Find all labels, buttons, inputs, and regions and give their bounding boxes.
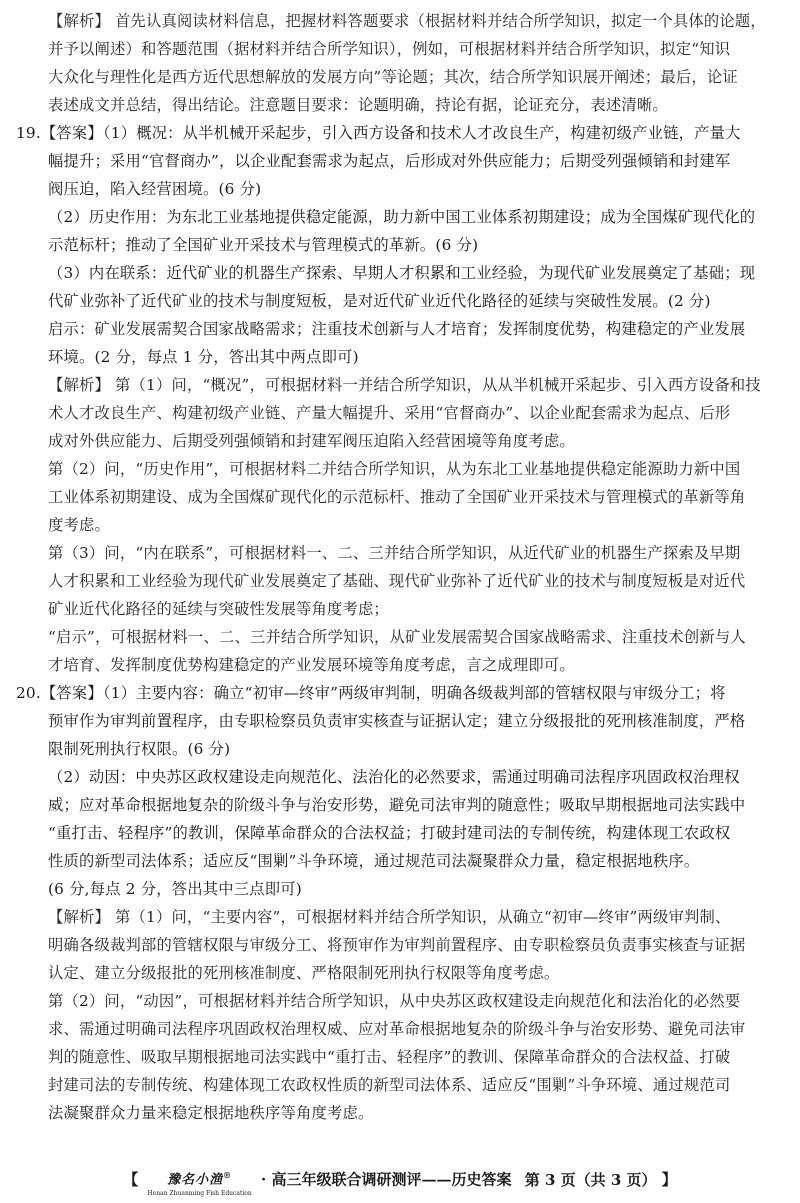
analysis-text-line: 【解析】 第（1）问，“主要内容”，可根据材料并结合所学知识，从确立“初审—终审”两级审判制、 — [48, 908, 731, 926]
registered-mark: ® — [223, 1170, 233, 1180]
answer-text-line: 环境。(2 分，每点 1 分，答出其中两点即可) — [48, 348, 359, 366]
footer-page-info: 第 3 页（共 3 页） — [524, 1170, 657, 1189]
answer-text-line: 限制死刑执行权限。(6 分) — [48, 740, 231, 758]
analysis-text-line: 度考虑。 — [48, 516, 110, 534]
answer-text-line: 性质的新型司法体系；适应反“围剿”斗争环境，通过规范司法凝聚群众力量，稳定根据地秩序。 — [48, 852, 700, 870]
answer-text-line: （2）动因：中央苏区政权建设走向规范化、法治化的必然要求，需通过明确司法程序巩固政权治理权 — [48, 768, 740, 786]
footer-separator: · — [261, 1170, 267, 1189]
analysis-text-line: 第（2）问，“动因”，可根据材料并结合所学知识，从中央苏区政权建设走向规范化和法治化的必然要 — [48, 992, 741, 1010]
analysis-text-line: 封建司法的专制传统、构建体现工农政权性质的新型司法体系、适应反“围剿”斗争环境、通过规范司 — [48, 1076, 731, 1094]
answer-text-line: 代矿业弥补了近代矿业的技术与制度短板，是对近代矿业近代化路径的延续与突破性发展。(2 分) — [48, 292, 711, 310]
answer-text-line: 启示：矿业发展需契合国家战略需求；注重技术创新与人才培育；发挥制度优势，构建稳定的产业发展 — [48, 320, 746, 338]
answer-text-line: 预审作为审判前置程序，由专职检察员负责审实核查与证据认定；建立分级报批的死刑核准制度，严格 — [48, 712, 746, 730]
analysis-text-line: 成对外供应能力、后期受列强倾销和封建军阀压迫陷入经营困境等角度考虑。 — [48, 432, 575, 450]
analysis-text-line: 判的随意性、吸取早期根据地司法实践中“重打击、轻程序”的教训、保障革命群众的合法权益、打破 — [48, 1048, 731, 1066]
analysis-text-line: 才培育、发挥制度优势构建稳定的产业发展环境等角度考虑，言之成理即可。 — [48, 656, 575, 674]
analysis-text-line: “启示”，可根据材料一、二、三并结合所学知识，从矿业发展需契合国家战略需求、注重技术创新与人 — [48, 628, 746, 646]
analysis-text-line: 并予以阐述）和答题范围（据材料并结合所学知识），例如，可根据材料并结合所学知识，拟定“知识 — [48, 40, 731, 58]
analysis-text-line: 第（3）问，“内在联系”，可根据材料一、二、三并结合所学知识，从近代矿业的机器生产探索及早期 — [48, 544, 741, 562]
answer-text-line: 示范标杆；推动了全国矿业开采技术与管理模式的革新。(6 分) — [48, 236, 479, 254]
page-footer — [0, 1164, 800, 1197]
footer-close-bracket: 】 — [661, 1170, 677, 1189]
answer-text-line: 幅提升；采用“官督商办”，以企业配套需求为起点，后形成对外供应能力；后期受列强倾销和封建军 — [48, 152, 731, 170]
analysis-text-line: 法凝聚群众力量来稳定根据地秩序等角度考虑。 — [48, 1104, 374, 1122]
brand-logo — [147, 1164, 251, 1197]
footer-open-bracket: 【 — [123, 1170, 139, 1189]
brand-logo-subtitle: Henan Zhuanming Fish Education — [147, 1190, 252, 1198]
analysis-text-line: 矿业近代化路径的延续与突破性发展等角度考虑； — [48, 600, 389, 618]
analysis-text-line: 明确各级裁判部的管辖权限与审级分工、将预审作为审判前置程序、由专职检察员负责事实核查与证据 — [48, 936, 746, 954]
answer-text-line: 威；应对革命根据地复杂的阶级斗争与治安形势，避免司法审判的随意性；吸取早期根据地司法实践中 — [48, 796, 746, 814]
analysis-text-line: 求、需通过明确司法程序巩固政权治理权威、应对革命根据地复杂的阶级斗争与治安形势、避免司法审 — [48, 1020, 746, 1038]
brand-logo-text: 豫名小渔 — [167, 1172, 224, 1188]
analysis-text-line: 认定、建立分级报批的死刑核准制度、严格限制死刑执行权限等角度考虑。 — [48, 964, 560, 982]
answer-text-line: “重打击、轻程序”的教训，保障革命群众的合法权益；打破封建司法的专制传统，构建体现工农政权 — [48, 824, 731, 842]
analysis-text-line: 【解析】 第（1）问，“概况”，可根据材料一并结合所学知识，从从半机械开采起步、引入西方设备和技 — [48, 376, 761, 394]
question-answer-line: 20.【答案】（1）主要内容：确立“初审—终审”两级审判制，明确各级裁判部的管辖权限与审级分工；将 — [16, 684, 726, 702]
analysis-text-line: 第（2）问，“历史作用”，可根据材料二并结合所学知识，从为东北工业基地提供稳定能源助力新中国 — [48, 460, 741, 478]
answer-text-line: （3）内在联系：近代矿业的机器生产探索、早期人才积累和工业经验，为现代矿业发展奠定了基础；现 — [48, 264, 756, 282]
answer-text-line: 阀压迫，陷入经营困境。(6 分) — [48, 180, 262, 198]
analysis-text-line: 人才积累和工业经验为现代矿业发展奠定了基础、现代矿业弥补了近代矿业的技术与制度短板是对近代 — [48, 572, 746, 590]
analysis-text-line: 表述成文并总结，得出结论。注意题目要求：论题明确，持论有据，论证充分，表述清晰。 — [48, 96, 668, 114]
footer-title: 高三年级联合调研测评——历史答案 — [271, 1170, 512, 1189]
answer-text-line: (6 分,每点 2 分，答出其中三点即可) — [48, 880, 302, 898]
answer-text-line: （2）历史作用：为东北工业基地提供稳定能源，助力新中国工业体系初期建设；成为全国煤矿现代化的 — [48, 208, 756, 226]
analysis-text-line: 【解析】 首先认真阅读材料信息，把握材料答题要求（根据材料并结合所学知识，拟定一个具体的论题， — [48, 12, 766, 30]
question-answer-line: 19.【答案】（1）概况：从半机械开采起步，引入西方设备和技术人才改良生产，构建初级产业链，产量大 — [16, 124, 741, 142]
analysis-text-line: 术人才改良生产、构建初级产业链、产量大幅提升、采用“官督商办”、以企业配套需求为起点、后形 — [48, 404, 731, 422]
analysis-text-line: 工业体系初期建设、成为全国煤矿现代化的示范标杆、推动了全国矿业开采技术与管理模式的革新等角 — [48, 488, 746, 506]
analysis-text-line: 大众化与理性化是西方近代思想解放的发展方向”等论题；其次，结合所学知识展开阐述；最后，论证 — [48, 68, 738, 86]
